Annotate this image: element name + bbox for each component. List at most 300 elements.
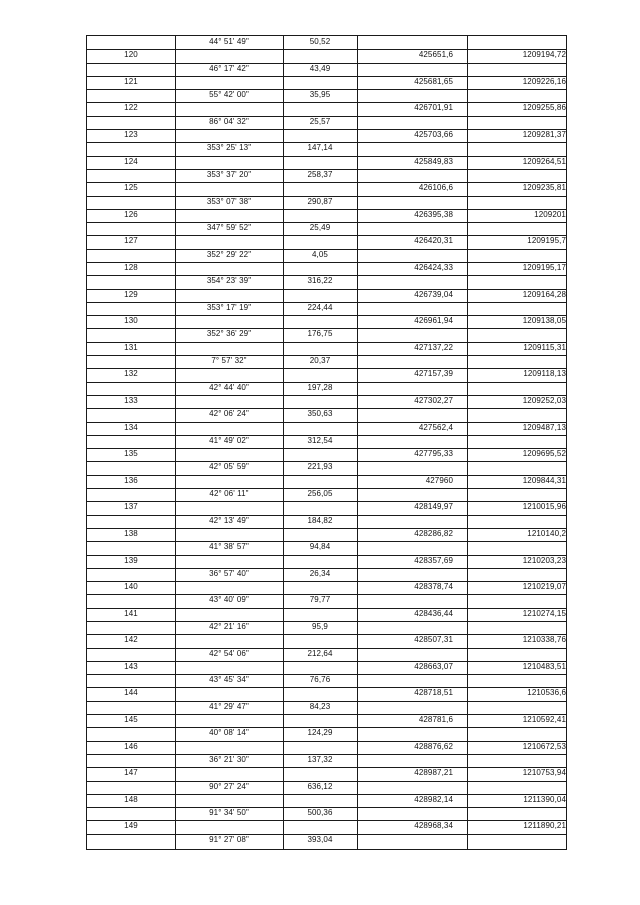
x-coordinate: 425703,66	[414, 130, 453, 139]
direction-angle	[175, 715, 283, 725]
distance-value	[283, 369, 357, 379]
distance-value: 79,77	[309, 595, 331, 604]
distance-value	[283, 396, 357, 406]
distance-value	[283, 290, 357, 300]
direction-angle: 55° 42' 00"	[209, 90, 249, 99]
direction-angle	[175, 529, 283, 539]
distance-value	[283, 821, 357, 831]
y-coordinate: 1209844,31	[522, 476, 566, 485]
y-coordinate: 1209264,51	[522, 157, 566, 166]
direction-angle	[175, 77, 283, 87]
distance-value	[283, 50, 357, 60]
y-coordinate: 1209194,72	[522, 50, 566, 59]
row-divider	[87, 422, 566, 423]
x-coordinate	[357, 197, 467, 207]
y-coordinate: 1210219,07	[522, 582, 566, 591]
y-coordinate: 1209281,37	[522, 130, 566, 139]
point-number: 130	[124, 316, 138, 325]
x-coordinate	[357, 835, 467, 845]
y-coordinate	[467, 356, 568, 366]
y-coordinate: 1209226,16	[522, 77, 566, 86]
point-number	[87, 516, 175, 526]
direction-angle	[175, 103, 283, 113]
point-number: 143	[124, 662, 138, 671]
direction-angle	[175, 290, 283, 300]
direction-angle: 42° 21' 16"	[209, 622, 249, 631]
direction-angle: 41° 38' 57"	[209, 542, 249, 551]
direction-angle: 46° 17' 42"	[209, 64, 249, 73]
direction-angle: 40° 08' 14"	[209, 728, 249, 737]
x-coordinate: 426701,91	[414, 103, 453, 112]
distance-value: 94,84	[309, 542, 331, 551]
point-number	[87, 835, 175, 845]
direction-angle: 42° 05' 59"	[209, 462, 249, 471]
x-coordinate	[357, 489, 467, 499]
x-coordinate: 425681,65	[414, 77, 453, 86]
distance-value: 224,44	[307, 303, 333, 312]
y-coordinate	[467, 728, 568, 738]
distance-value: 25,57	[309, 117, 331, 126]
y-coordinate	[467, 542, 568, 552]
distance-value	[283, 183, 357, 193]
direction-angle	[175, 795, 283, 805]
y-coordinate: 1210753,94	[522, 768, 566, 777]
x-coordinate	[357, 542, 467, 552]
point-number	[87, 782, 175, 792]
point-number	[87, 303, 175, 313]
direction-angle: 36° 57' 40"	[209, 569, 249, 578]
distance-value: 290,87	[307, 197, 333, 206]
direction-angle: 42° 06' 11"	[209, 489, 249, 498]
x-coordinate: 427157,39	[414, 369, 453, 378]
direction-angle: 42° 54' 06"	[209, 649, 249, 658]
direction-angle: 36° 21' 30"	[209, 755, 249, 764]
point-number	[87, 143, 175, 153]
point-number: 121	[124, 77, 138, 86]
row-divider	[87, 448, 566, 449]
y-coordinate	[467, 170, 568, 180]
distance-value: 316,22	[307, 276, 333, 285]
x-coordinate	[357, 143, 467, 153]
row-divider	[87, 594, 566, 595]
row-divider	[87, 116, 566, 117]
x-coordinate: 427137,22	[414, 343, 453, 352]
x-coordinate	[357, 303, 467, 313]
distance-value: 124,29	[307, 728, 333, 737]
row-divider	[87, 515, 566, 516]
distance-value	[283, 662, 357, 672]
direction-angle	[175, 210, 283, 220]
distance-value: 312,54	[307, 436, 333, 445]
row-divider	[87, 621, 566, 622]
row-divider	[87, 328, 566, 329]
distance-value: 393,04	[307, 835, 333, 844]
y-coordinate: 1209195,17	[522, 263, 566, 272]
row-divider	[87, 834, 566, 835]
distance-value	[283, 130, 357, 140]
distance-value	[283, 263, 357, 273]
distance-value: 25,49	[309, 223, 331, 232]
point-number	[87, 622, 175, 632]
y-coordinate	[467, 409, 568, 419]
distance-value: 4,05	[312, 250, 328, 259]
x-coordinate	[357, 383, 467, 393]
direction-angle: 7° 57' 32"	[211, 356, 247, 365]
y-coordinate: 1209164,28	[522, 290, 566, 299]
y-coordinate	[467, 383, 568, 393]
y-coordinate	[467, 197, 568, 207]
row-divider	[87, 461, 566, 462]
x-coordinate	[357, 595, 467, 605]
x-coordinate	[357, 569, 467, 579]
distance-value: 350,63	[307, 409, 333, 418]
row-divider	[87, 63, 566, 64]
x-coordinate	[357, 516, 467, 526]
y-coordinate: 1210015,96	[522, 502, 566, 511]
y-coordinate: 1210592,41	[522, 715, 566, 724]
row-divider	[87, 528, 566, 529]
y-coordinate: 1209201	[534, 210, 566, 219]
x-coordinate	[357, 436, 467, 446]
direction-angle	[175, 423, 283, 433]
direction-angle	[175, 662, 283, 672]
y-coordinate	[467, 835, 568, 845]
point-number	[87, 569, 175, 579]
point-number	[87, 808, 175, 818]
x-coordinate: 426106,6	[418, 183, 453, 192]
x-coordinate: 428357,69	[414, 556, 453, 565]
direction-angle	[175, 343, 283, 353]
distance-value: 76,76	[309, 675, 331, 684]
distance-value	[283, 609, 357, 619]
x-coordinate: 426420,31	[414, 236, 453, 245]
point-number: 120	[124, 50, 138, 59]
direction-angle	[175, 316, 283, 326]
row-divider	[87, 315, 566, 316]
point-number: 127	[124, 236, 138, 245]
distance-value	[283, 210, 357, 220]
distance-value: 147,14	[307, 143, 333, 152]
distance-value	[283, 476, 357, 486]
point-number	[87, 489, 175, 499]
direction-angle	[175, 369, 283, 379]
distance-value	[283, 635, 357, 645]
y-coordinate	[467, 675, 568, 685]
y-coordinate	[467, 782, 568, 792]
y-coordinate	[467, 755, 568, 765]
distance-value	[283, 77, 357, 87]
y-coordinate: 1209255,86	[522, 103, 566, 112]
row-divider	[87, 382, 566, 383]
y-coordinate	[467, 462, 568, 472]
distance-value	[283, 316, 357, 326]
row-divider	[87, 608, 566, 609]
row-divider	[87, 807, 566, 808]
row-divider	[87, 235, 566, 236]
distance-value: 137,32	[307, 755, 333, 764]
y-coordinate	[467, 117, 568, 127]
distance-value	[283, 502, 357, 512]
distance-value	[283, 103, 357, 113]
x-coordinate	[357, 37, 467, 47]
row-divider	[87, 89, 566, 90]
direction-angle: 353° 17' 19"	[206, 303, 252, 312]
row-divider	[87, 475, 566, 476]
direction-angle: 41° 49' 02"	[209, 436, 249, 445]
row-divider	[87, 408, 566, 409]
point-number: 128	[124, 263, 138, 272]
y-coordinate: 1210483,51	[522, 662, 566, 671]
y-coordinate: 1209252,03	[522, 396, 566, 405]
point-number: 131	[124, 343, 138, 352]
y-coordinate	[467, 37, 568, 47]
distance-value	[283, 742, 357, 752]
x-coordinate	[357, 462, 467, 472]
row-divider	[87, 169, 566, 170]
x-coordinate	[357, 808, 467, 818]
y-coordinate	[467, 329, 568, 339]
distance-value: 35,95	[309, 90, 331, 99]
point-number	[87, 649, 175, 659]
x-coordinate	[357, 276, 467, 286]
y-coordinate: 1211890,21	[523, 821, 566, 830]
y-coordinate	[467, 489, 568, 499]
direction-angle: 352° 29' 22"	[206, 250, 252, 259]
direction-angle: 353° 37' 20"	[206, 170, 252, 179]
x-coordinate	[357, 90, 467, 100]
row-divider	[87, 275, 566, 276]
direction-angle	[175, 50, 283, 60]
row-divider	[87, 129, 566, 130]
y-coordinate: 1209115,31	[523, 343, 566, 352]
y-coordinate: 1210203,23	[522, 556, 566, 565]
row-divider	[87, 501, 566, 502]
x-coordinate: 426395,38	[414, 210, 453, 219]
row-divider	[87, 355, 566, 356]
y-coordinate	[467, 436, 568, 446]
row-divider	[87, 102, 566, 103]
row-divider	[87, 714, 566, 715]
distance-value: 184,82	[307, 516, 333, 525]
distance-value	[283, 768, 357, 778]
x-coordinate	[357, 675, 467, 685]
row-divider	[87, 741, 566, 742]
x-coordinate: 428987,21	[414, 768, 453, 777]
distance-value	[283, 688, 357, 698]
y-coordinate: 1210672,53	[522, 742, 566, 751]
row-divider	[87, 156, 566, 157]
direction-angle: 91° 27' 08"	[209, 835, 249, 844]
y-coordinate	[467, 276, 568, 286]
point-number	[87, 250, 175, 260]
point-number	[87, 356, 175, 366]
point-number: 135	[124, 449, 138, 458]
x-coordinate	[357, 755, 467, 765]
point-number: 129	[124, 290, 138, 299]
row-divider	[87, 674, 566, 675]
x-coordinate	[357, 117, 467, 127]
x-coordinate	[357, 622, 467, 632]
coordinates-table	[86, 35, 567, 850]
point-number	[87, 117, 175, 127]
direction-angle	[175, 236, 283, 246]
x-coordinate	[357, 702, 467, 712]
point-number	[87, 64, 175, 74]
point-number	[87, 702, 175, 712]
row-divider	[87, 754, 566, 755]
y-coordinate	[467, 516, 568, 526]
distance-value: 176,75	[307, 329, 333, 338]
y-coordinate	[467, 64, 568, 74]
row-divider	[87, 49, 566, 50]
row-divider	[87, 249, 566, 250]
x-coordinate	[357, 728, 467, 738]
x-coordinate: 428436,44	[414, 609, 453, 618]
row-divider	[87, 701, 566, 702]
x-coordinate: 427960	[425, 476, 453, 485]
distance-value	[283, 715, 357, 725]
x-coordinate: 426961,94	[414, 316, 453, 325]
row-divider	[87, 488, 566, 489]
distance-value: 84,23	[309, 702, 331, 711]
point-number	[87, 728, 175, 738]
y-coordinate: 1210140,2	[527, 529, 566, 538]
point-number	[87, 37, 175, 47]
direction-angle: 353° 25' 13"	[206, 143, 252, 152]
row-divider	[87, 342, 566, 343]
point-number: 142	[124, 635, 138, 644]
row-divider	[87, 568, 566, 569]
direction-angle	[175, 396, 283, 406]
x-coordinate: 428663,07	[414, 662, 453, 671]
direction-angle	[175, 609, 283, 619]
y-coordinate: 1209195,7	[527, 236, 566, 245]
direction-angle	[175, 688, 283, 698]
point-number: 145	[124, 715, 138, 724]
x-coordinate	[357, 64, 467, 74]
row-divider	[87, 435, 566, 436]
point-number	[87, 436, 175, 446]
point-number: 149	[124, 821, 138, 830]
row-divider	[87, 687, 566, 688]
direction-angle	[175, 263, 283, 273]
y-coordinate	[467, 569, 568, 579]
x-coordinate	[357, 170, 467, 180]
y-coordinate: 1210338,76	[522, 635, 566, 644]
direction-angle	[175, 183, 283, 193]
point-number: 146	[124, 742, 138, 751]
y-coordinate: 1211390,04	[523, 795, 566, 804]
row-divider	[87, 368, 566, 369]
y-coordinate: 1209118,13	[523, 369, 566, 378]
row-divider	[87, 289, 566, 290]
y-coordinate	[467, 143, 568, 153]
direction-angle	[175, 449, 283, 459]
direction-angle: 353° 07' 38"	[206, 197, 252, 206]
point-number	[87, 329, 175, 339]
x-coordinate: 428718,51	[414, 688, 453, 697]
x-coordinate: 425849,83	[414, 157, 453, 166]
distance-value: 636,12	[307, 782, 333, 791]
x-coordinate	[357, 223, 467, 233]
point-number: 125	[124, 183, 138, 192]
x-coordinate	[357, 782, 467, 792]
y-coordinate: 1209695,52	[522, 449, 566, 458]
point-number: 140	[124, 582, 138, 591]
row-divider	[87, 581, 566, 582]
x-coordinate: 428507,31	[414, 635, 453, 644]
point-number: 133	[124, 396, 138, 405]
direction-angle	[175, 768, 283, 778]
direction-angle: 91° 34' 50"	[209, 808, 249, 817]
y-coordinate	[467, 223, 568, 233]
distance-value: 212,64	[307, 649, 333, 658]
x-coordinate	[357, 250, 467, 260]
x-coordinate: 428982,14	[414, 795, 453, 804]
x-coordinate: 428968,34	[414, 821, 453, 830]
y-coordinate	[467, 90, 568, 100]
point-number	[87, 542, 175, 552]
row-divider	[87, 781, 566, 782]
row-divider	[87, 794, 566, 795]
x-coordinate	[357, 649, 467, 659]
point-number	[87, 223, 175, 233]
point-number	[87, 409, 175, 419]
row-divider	[87, 222, 566, 223]
point-number: 141	[124, 609, 138, 618]
point-number: 144	[124, 688, 138, 697]
distance-value	[283, 423, 357, 433]
point-number: 148	[124, 795, 138, 804]
distance-value	[283, 343, 357, 353]
direction-angle	[175, 157, 283, 167]
direction-angle	[175, 130, 283, 140]
direction-angle: 42° 06' 24"	[209, 409, 249, 418]
y-coordinate	[467, 649, 568, 659]
y-coordinate: 1210274,15	[522, 609, 566, 618]
direction-angle: 86° 04' 32"	[209, 117, 249, 126]
y-coordinate: 1209138,05	[522, 316, 566, 325]
x-coordinate: 425651,6	[418, 50, 453, 59]
distance-value: 197,28	[307, 383, 333, 392]
distance-value: 43,49	[309, 64, 331, 73]
row-divider	[87, 820, 566, 821]
direction-angle	[175, 502, 283, 512]
point-number: 124	[124, 157, 138, 166]
y-coordinate	[467, 702, 568, 712]
x-coordinate: 426739,04	[414, 290, 453, 299]
distance-value: 258,37	[307, 170, 333, 179]
direction-angle	[175, 635, 283, 645]
x-coordinate: 426424,33	[414, 263, 453, 272]
row-divider	[87, 661, 566, 662]
row-divider	[87, 182, 566, 183]
row-divider	[87, 142, 566, 143]
point-number: 136	[124, 476, 138, 485]
distance-value	[283, 556, 357, 566]
direction-angle: 347° 59' 52"	[206, 223, 252, 232]
distance-value	[283, 529, 357, 539]
direction-angle: 42° 44' 40"	[209, 383, 249, 392]
row-divider	[87, 634, 566, 635]
row-divider	[87, 541, 566, 542]
x-coordinate: 428378,74	[414, 582, 453, 591]
direction-angle: 42° 13' 49"	[209, 516, 249, 525]
direction-angle	[175, 821, 283, 831]
point-number	[87, 675, 175, 685]
row-divider	[87, 727, 566, 728]
row-divider	[87, 648, 566, 649]
